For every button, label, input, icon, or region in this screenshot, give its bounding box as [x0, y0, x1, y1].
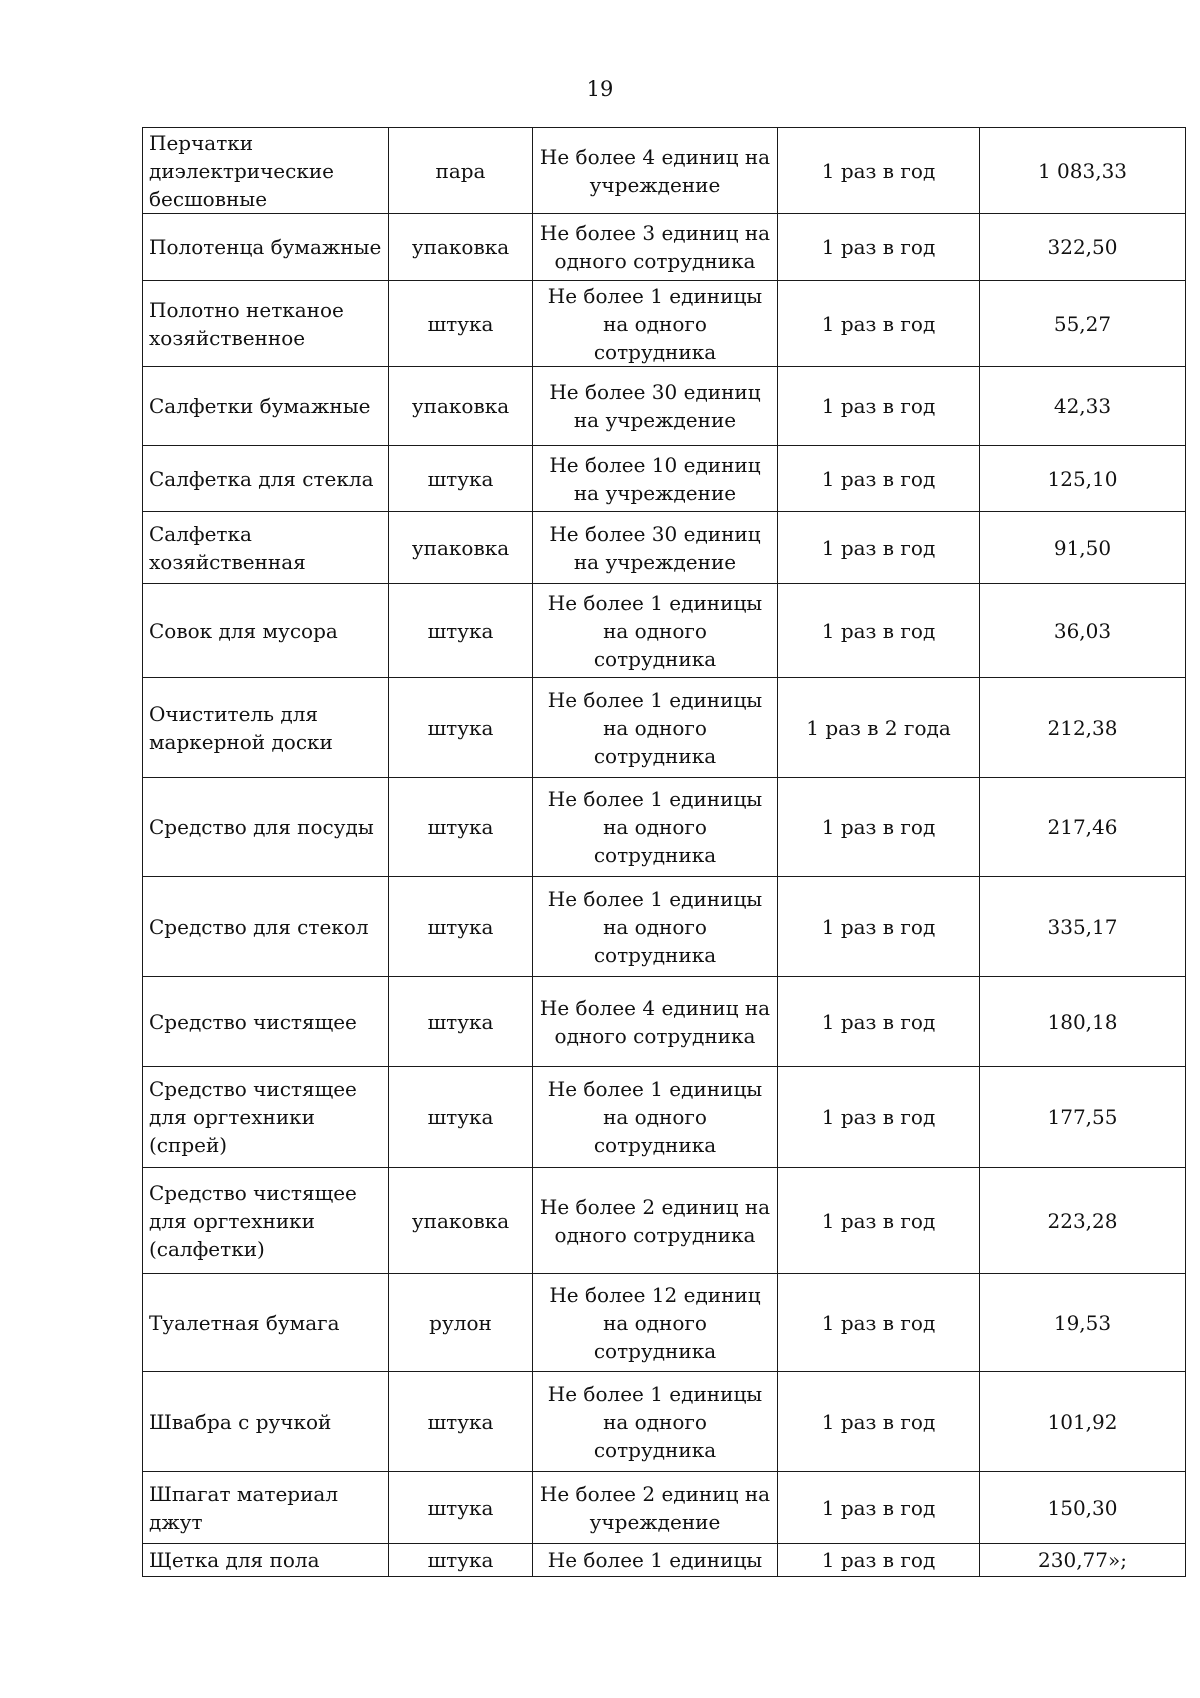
- item-name-cell: Туалетная бумага: [143, 1274, 389, 1372]
- norm-cell: Не более 1 единицы на одного сотрудника: [533, 281, 778, 367]
- table-row: [143, 1372, 1186, 1472]
- norm-cell: Не более 4 единиц на учреждение: [533, 128, 778, 214]
- item-name-cell: Полотенца бумажные: [143, 214, 389, 281]
- unit-cell: штука: [389, 1544, 533, 1577]
- frequency-cell: 1 раз в год: [778, 1372, 980, 1472]
- item-name-cell: Совок для мусора: [143, 584, 389, 678]
- table-row: [143, 446, 1186, 512]
- item-name-cell: Средство чистящее: [143, 977, 389, 1067]
- price-cell: 150,30: [980, 1472, 1186, 1544]
- price-cell: 19,53: [980, 1274, 1186, 1372]
- norm-cell: Не более 1 единицы на одного сотрудника: [533, 678, 778, 778]
- unit-cell: рулон: [389, 1274, 533, 1372]
- norm-cell: Не более 2 единиц на одного сотрудника: [533, 1168, 778, 1274]
- unit-cell: штука: [389, 678, 533, 778]
- frequency-cell: 1 раз в год: [778, 446, 980, 512]
- norm-cell: Не более 12 единиц на одного сотрудника: [533, 1274, 778, 1372]
- norm-cell: Не более 1 единицы на одного сотрудника: [533, 1372, 778, 1472]
- table-row: [143, 1472, 1186, 1544]
- item-name-cell: Очиститель для маркерной доски: [143, 678, 389, 778]
- frequency-cell: 1 раз в 2 года: [778, 678, 980, 778]
- item-name-cell: Средство чистящее для оргтехники (спрей): [143, 1067, 389, 1168]
- norm-cell: Не более 1 единицы на одного сотрудника: [533, 877, 778, 977]
- table-row: [143, 512, 1186, 584]
- frequency-cell: 1 раз в год: [778, 1274, 980, 1372]
- table-row: [143, 1544, 1186, 1577]
- norm-cell: Не более 2 единиц на учреждение: [533, 1472, 778, 1544]
- unit-cell: штука: [389, 877, 533, 977]
- table-row: [143, 1168, 1186, 1274]
- norm-cell: Не более 1 единицы: [533, 1544, 778, 1577]
- frequency-cell: 1 раз в год: [778, 1168, 980, 1274]
- unit-cell: штука: [389, 977, 533, 1067]
- item-name-cell: Шпагат материал джут: [143, 1472, 389, 1544]
- norm-cell: Не более 30 единиц на учреждение: [533, 512, 778, 584]
- norm-cell: Не более 1 единицы на одного сотрудника: [533, 1067, 778, 1168]
- frequency-cell: 1 раз в год: [778, 584, 980, 678]
- price-cell: 230,77»;: [980, 1544, 1186, 1577]
- price-cell: 36,03: [980, 584, 1186, 678]
- item-name-cell: Полотно нетканое хозяйственное: [143, 281, 389, 367]
- item-name-cell: Щетка для пола: [143, 1544, 389, 1577]
- table-row: [143, 214, 1186, 281]
- item-name-cell: Салфетки бумажные: [143, 367, 389, 446]
- frequency-cell: 1 раз в год: [778, 1472, 980, 1544]
- item-name-cell: Швабра с ручкой: [143, 1372, 389, 1472]
- price-cell: 42,33: [980, 367, 1186, 446]
- price-cell: 91,50: [980, 512, 1186, 584]
- table-row: [143, 1067, 1186, 1168]
- table-row: [143, 367, 1186, 446]
- item-name-cell: Салфетка для стекла: [143, 446, 389, 512]
- unit-cell: пара: [389, 128, 533, 214]
- page-number: 19: [586, 77, 614, 101]
- unit-cell: упаковка: [389, 367, 533, 446]
- price-cell: 177,55: [980, 1067, 1186, 1168]
- frequency-cell: 1 раз в год: [778, 977, 980, 1067]
- unit-cell: штука: [389, 1472, 533, 1544]
- unit-cell: штука: [389, 1372, 533, 1472]
- price-cell: 212,38: [980, 678, 1186, 778]
- table-row: [143, 778, 1186, 877]
- table-row: [143, 128, 1186, 214]
- frequency-cell: 1 раз в год: [778, 1067, 980, 1168]
- unit-cell: упаковка: [389, 1168, 533, 1274]
- price-cell: 322,50: [980, 214, 1186, 281]
- table-row: [143, 584, 1186, 678]
- item-name-cell: Средство чистящее для оргтехники (салфетки): [143, 1168, 389, 1274]
- unit-cell: упаковка: [389, 512, 533, 584]
- item-name-cell: Средство для посуды: [143, 778, 389, 877]
- norm-cell: Не более 1 единицы на одного сотрудника: [533, 778, 778, 877]
- price-cell: 180,18: [980, 977, 1186, 1067]
- norm-cell: Не более 1 единицы на одного сотрудника: [533, 584, 778, 678]
- table-row: [143, 1274, 1186, 1372]
- price-cell: 223,28: [980, 1168, 1186, 1274]
- norm-cell: Не более 10 единиц на учреждение: [533, 446, 778, 512]
- frequency-cell: 1 раз в год: [778, 778, 980, 877]
- price-cell: 125,10: [980, 446, 1186, 512]
- frequency-cell: 1 раз в год: [778, 877, 980, 977]
- frequency-cell: 1 раз в год: [778, 214, 980, 281]
- item-name-cell: Салфетка хозяйственная: [143, 512, 389, 584]
- frequency-cell: 1 раз в год: [778, 512, 980, 584]
- price-cell: 55,27: [980, 281, 1186, 367]
- unit-cell: штука: [389, 281, 533, 367]
- supplies-norms-table: [142, 127, 1186, 1577]
- norm-cell: Не более 4 единиц на одного сотрудника: [533, 977, 778, 1067]
- unit-cell: упаковка: [389, 214, 533, 281]
- item-name-cell: Средство для стекол: [143, 877, 389, 977]
- frequency-cell: 1 раз в год: [778, 367, 980, 446]
- price-cell: 1 083,33: [980, 128, 1186, 214]
- unit-cell: штука: [389, 446, 533, 512]
- norm-cell: Не более 30 единиц на учреждение: [533, 367, 778, 446]
- table-row: [143, 678, 1186, 778]
- price-cell: 335,17: [980, 877, 1186, 977]
- frequency-cell: 1 раз в год: [778, 1544, 980, 1577]
- frequency-cell: 1 раз в год: [778, 128, 980, 214]
- price-cell: 101,92: [980, 1372, 1186, 1472]
- unit-cell: штука: [389, 778, 533, 877]
- table-row: [143, 977, 1186, 1067]
- table-row: [143, 877, 1186, 977]
- table-row: [143, 281, 1186, 367]
- norm-cell: Не более 3 единиц на одного сотрудника: [533, 214, 778, 281]
- frequency-cell: 1 раз в год: [778, 281, 980, 367]
- price-cell: 217,46: [980, 778, 1186, 877]
- unit-cell: штука: [389, 584, 533, 678]
- item-name-cell: Перчатки диэлектрические бесшовные: [143, 128, 389, 214]
- unit-cell: штука: [389, 1067, 533, 1168]
